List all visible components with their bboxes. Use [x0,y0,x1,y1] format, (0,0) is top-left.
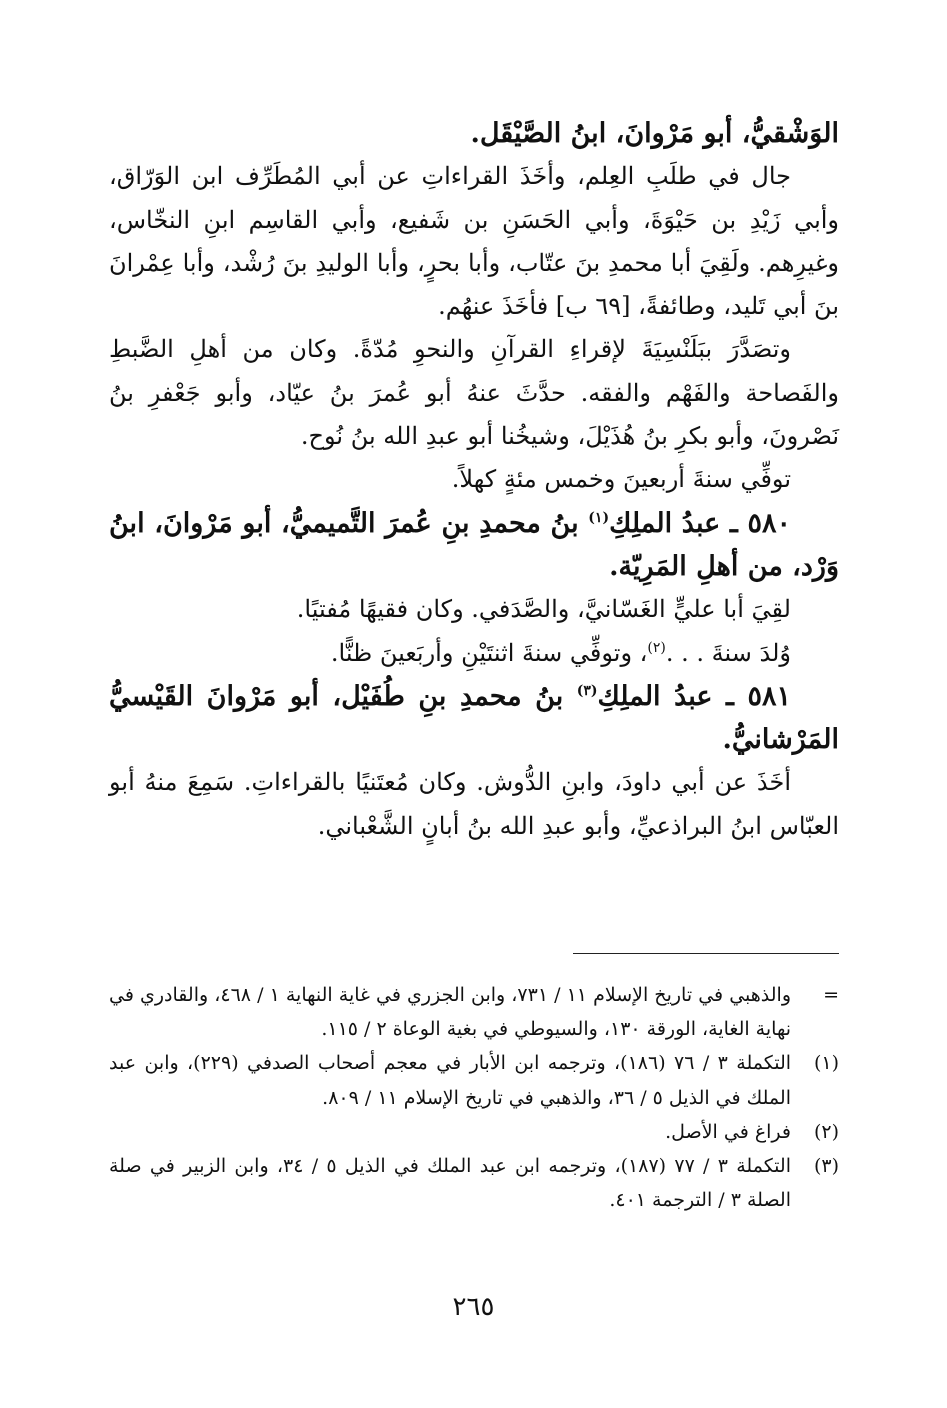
footnote-number: (١) [813,1052,839,1075]
footnote-ref-1[interactable]: (١) [588,509,610,526]
footnote [109,1046,839,1114]
entry-580-heading [109,502,839,589]
footnote-number: = [823,984,839,1006]
footnote-divider [573,953,839,954]
paragraph: لقِيَ أبا عليٍّ الغَسّانيَّ، والصَّدَفي. وكان فقيهًا مُفتيًا. [296,595,791,624]
footnote-ref-2[interactable]: (٢) [647,639,666,656]
paragraph-text: ، وتوفِّي سنةَ اثنتَيْنِ وأربَعينَ ظنًّا. [330,638,648,667]
entry-581-lineage: بنُ محمدِ بنِ طُفَيْل، أبو مَرْوانَ القَيْسيُّ المَرْشانيُّ. [109,680,839,756]
paragraph-text: وُلدَ سنةَ . . . [665,638,791,667]
footnotes [109,978,839,1217]
paragraph: وتصَدَّرَ ببَلَنْسِيَةَ لإقراءِ القرآنِ والنحوِ مُدّةً. وكان من أهلِ الضَّبطِ والفَصاحة والفَهْم والفقه. حدَّثَ عنهُ أبو عُمرَ بنُ عيّاد، وأبو جَعْفرِ بنُ نَصْرونَ، وأبو بكرِ بنُ هُذَيْلَ، وشيخُنا أبو عبدِ الله بنُ نُوح. [109,335,839,451]
entry-580-lineage: بنُ محمدِ بنِ عُمرَ التَّميميُّ، أبو مَرْوانَ، ابنُ وَرْد، من أهلِ المَرِيّة. [109,507,839,582]
footnote-text: التكملة ٣ / ٧٧ (١٨٧)، وترجمه ابن عبد الملك في الذيل ٥ / ٣٤، وابن الزبير في صلة الصلة ٣ / الترجمة ٤٠١. [109,1155,791,1212]
main-text [109,112,839,848]
paragraph [109,632,839,675]
footnote-ref-3[interactable]: (٣) [576,682,598,699]
paragraph: توفِّي سنةَ أربعينَ وخمس مئةٍ كهلاً. [451,465,791,494]
entry-581-heading [109,675,839,762]
entry-581-name: ٥٨١ ـ عبدُ الملِكِ [597,680,791,712]
paragraph: جال في طلَبِ العِلم، وأخَذَ القراءاتِ عن أبي المُطَرِّف ابن الوَرّاق، وأبي زَيْدِ بن حَيْوَةَ، وأبي الحَسَنِ بن شَفيع، وأبي القاسِم ابنِ النخّاس، وغيرِهم. ولَقِيَ أبا محمدِ بنَ عتّاب، وأبا بحرٍ، وأبا الوليدِ بنَ رُشْد، وأبا عِمْرانَ بنَ أبي تَليد، وطائفةً، [٦٩ ب] فأخَذَ عنهُم. [109,162,840,321]
footnote [109,978,839,1046]
footnote-text: والذهبي في تاريخ الإسلام ١١ / ٧٣١، وابن الجزري في غاية النهاية ١ / ٤٦٨، والقادري في نهاية الغاية، الورقة ١٣٠، والسيوطي في بغية الوعاة ٢ / ١١٥. [109,984,791,1041]
footnote [109,1149,839,1217]
footnote-text: فراغ في الأصل. [665,1120,791,1143]
footnote-text: التكملة ٣ / ٧٦ (١٨٦)، وترجمه ابن الأبار في معجم أصحاب الصدفي (٢٢٩)، وابن عبد الملك في الذيل ٥ / ٣٦، والذهبي في تاريخ الإسلام ١١ / ٨٠٩. [109,1052,792,1109]
page-number: ٢٦٥ [452,1292,495,1322]
entry-continuation-heading: الوَشْقيُّ، أبو مَرْوانَ، ابنُ الصَّيْقَل. [470,118,839,149]
footnote-number: (٢) [813,1120,839,1143]
footnote-number: (٣) [813,1155,839,1178]
paragraph: أخَذَ عن أبي داودَ، وابنِ الدُّوش. وكان مُعتَنيًا بالقراءاتِ. سَمِعَ منهُ أبو العبّاس ابنُ البراذعيِّ، وأبو عبدِ الله بنُ أبانٍ الشَّعْباني. [109,768,839,840]
footnote [109,1115,839,1149]
entry-580-name: ٥٨٠ ـ عبدُ الملِكِ [609,507,791,539]
